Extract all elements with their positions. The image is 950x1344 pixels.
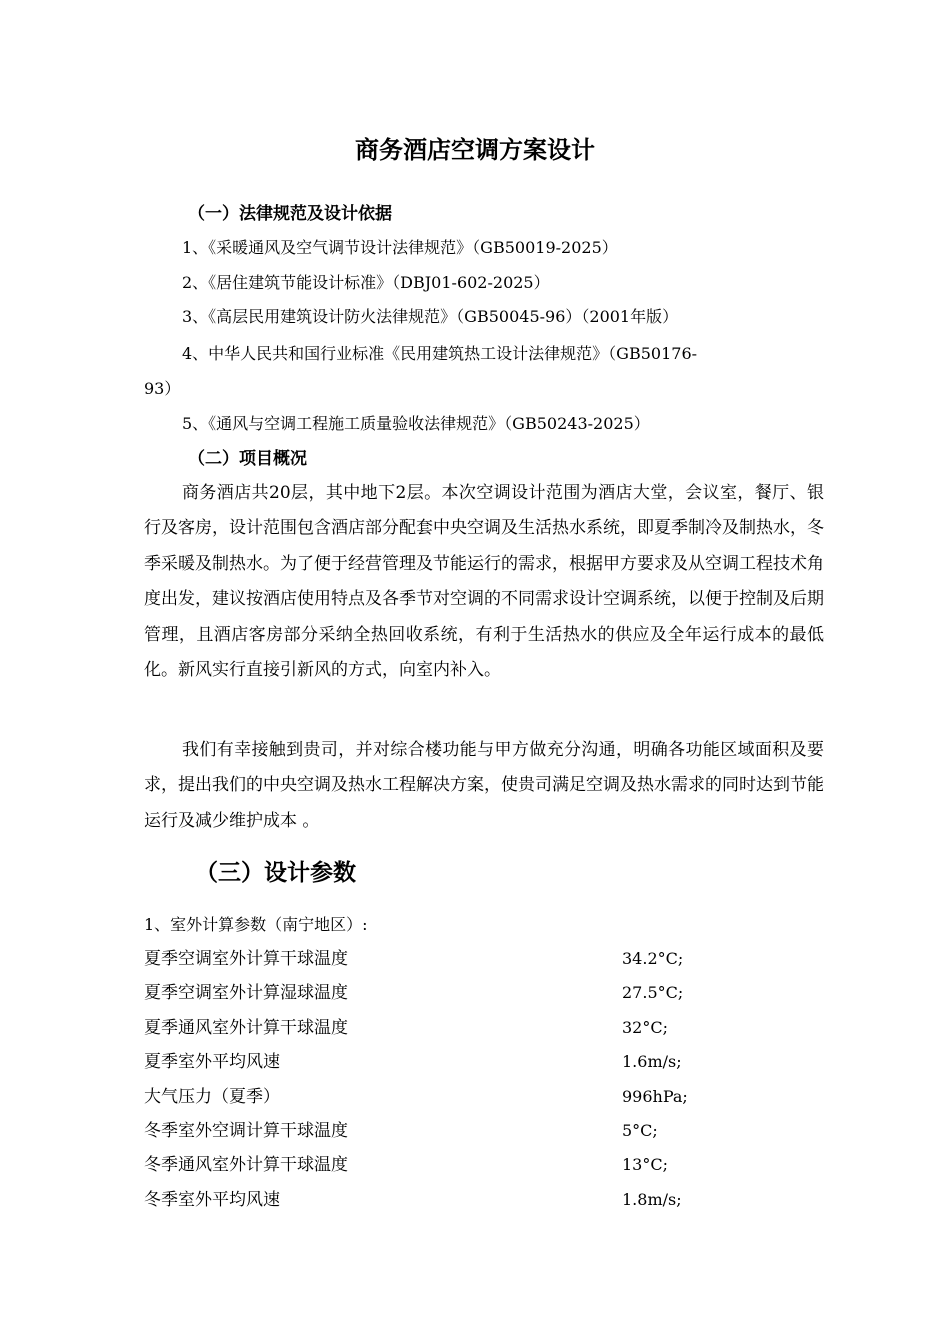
parameter-label: 大气压力（夏季） <box>144 1086 280 1107</box>
parameter-value: 5°C; <box>622 1120 658 1140</box>
section-heading-parameters: （三）设计参数 <box>195 860 356 886</box>
standard-item-5: 5、《通风与空调工程施工质量验收法律规范》（GB50243-2025） <box>182 414 650 433</box>
parameter-row <box>144 1080 784 1114</box>
parameter-row <box>144 976 784 1010</box>
document-title: 商务酒店空调方案设计 <box>355 136 595 164</box>
parameter-value: 27.5°C; <box>622 983 684 1003</box>
parameter-row <box>144 1148 784 1182</box>
parameter-value: 1.8m/s; <box>622 1189 682 1209</box>
overview-paragraph: 商务酒店共20层，其中地下2层。本次空调设计范围为酒店大堂，会议室，餐厅、银行及客房，设计范围包含酒店部分配套中央空调及生活热水系统，即夏季制冷及制热水，冬季采暖及制热水。为了便于经营管理及节能运行的需求，根据甲方要求及从空调工程技术角度出发，建议按酒店使用特点及各季节对空调的不同需求设计空调系统，以便于控制及后期管理，且酒店客房部分采纳全热回收系统，有利于生活热水的供应及全年运行成本的最低化。新风实行直接引新风的方式，向室内补入。 <box>144 483 824 681</box>
parameters-table <box>144 908 784 1217</box>
parameter-label: 冬季通风室外计算干球温度 <box>144 1155 348 1176</box>
closing-paragraph: 我们有幸接触到贵司，并对综合楼功能与甲方做充分沟通，明确各功能区域面积及要求，提出我们的中央空调及热水工程解决方案，使贵司满足空调及热水需求的同时达到节能运行及减少维护成本 。 <box>144 740 824 831</box>
section-heading-standards: （一）法律规范及设计依据 <box>188 204 392 224</box>
parameter-label: 冬季室外空调计算干球温度 <box>144 1120 348 1141</box>
section-heading-overview: （二）项目概况 <box>188 449 307 469</box>
parameter-value: 996hPa; <box>622 1086 688 1106</box>
parameters-subheading: 1、室外计算参数（南宁地区）: <box>144 915 368 934</box>
parameter-label: 夏季空调室外计算湿球温度 <box>144 983 348 1004</box>
parameter-value: 1.6m/s; <box>622 1052 682 1072</box>
standard-item-2: 2、《居住建筑节能设计标准》（DBJ01-602-2025） <box>182 273 550 292</box>
parameter-value: 13°C; <box>622 1155 668 1175</box>
parameter-row <box>144 1011 784 1045</box>
parameter-row <box>144 1183 784 1217</box>
standard-item-3: 3、《高层民用建筑设计防火法律规范》（GB50045-96）（2001年版） <box>182 307 679 326</box>
parameter-label: 夏季室外平均风速 <box>144 1052 280 1073</box>
parameter-value: 32°C; <box>622 1017 668 1037</box>
standard-item-1: 1、《采暖通风及空气调节设计法律规范》（GB50019-2025） <box>182 238 618 257</box>
parameter-label: 夏季通风室外计算干球温度 <box>144 1017 348 1038</box>
parameter-label: 夏季空调室外计算干球温度 <box>144 949 348 969</box>
parameter-row <box>144 1114 784 1148</box>
parameter-label: 冬季室外平均风速 <box>144 1189 280 1210</box>
parameter-row <box>144 1045 784 1079</box>
standard-item-4-continued: 93） <box>144 379 181 398</box>
standard-item-4: 4、中华人民共和国行业标准《民用建筑热工设计法律规范》（GB50176- <box>182 344 698 363</box>
parameter-value: 34.2°C; <box>622 949 684 968</box>
parameter-row <box>144 942 784 976</box>
